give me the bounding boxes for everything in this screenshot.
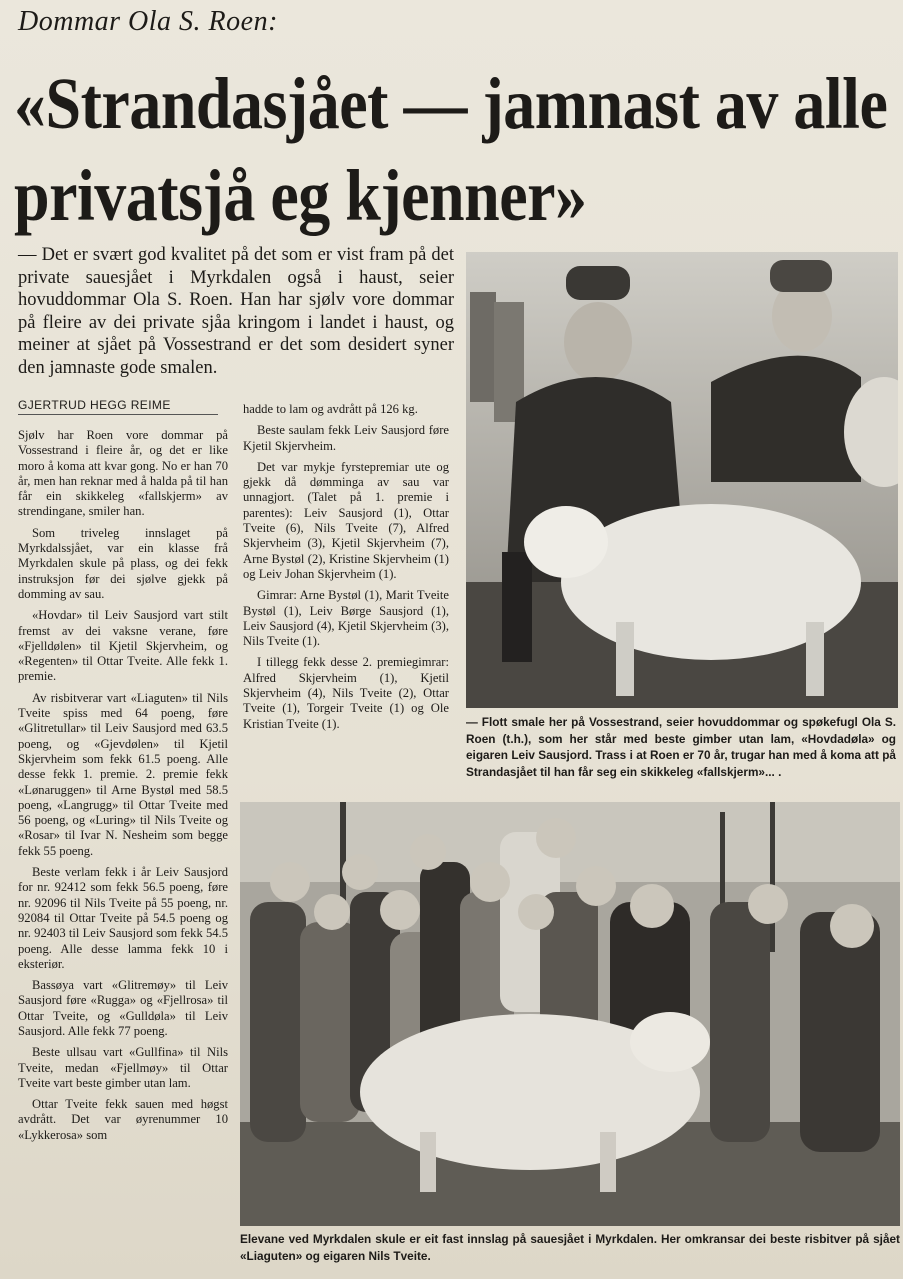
byline: GJERTRUD HEGG REIME [18, 398, 218, 415]
paragraph: Av risbitverar vart «Liaguten» til Nils Tveite spiss med 64 poeng, føre «Glitretullar» til Leiv Sausjord med 63.5 poeng, og «Gjevdølen» til Kjetil Skjervheim som fekk 61.5 poeng. Alle desse fekk 1. premie. 2. premie fekk «Lønaruggen» til Arne Bystøl med 58.5 poeng, «Langrugg» til Ottar Tveite med 56 poeng, og «Luring» til Nils Tveite og «Rosar» til Ivar N. Nesheim som begge fekk 55 poeng. [18, 690, 228, 858]
paragraph: Beste verlam fekk i år Leiv Sausjord for nr. 92412 som fekk 56.5 poeng, føre nr. 92096 til Nils Tveite på 55 poeng, nr. 92084 til Ottar Tveite på 54.5 poeng og nr. 92403 til Leiv Sausjord som fekk 54.5 poeng. Alle desse lamma fekk 10 i eksteriør. [18, 865, 228, 971]
paragraph: I tillegg fekk desse 2. premiegimrar: Alfred Skjervheim (1), Kjetil Skjervheim (4), Nils Tveite (2), Ottar Tveite (1), Torgeir Tveite (1) og Ole Kristian Tveite (1). [243, 655, 449, 731]
paragraph: Bassøya vart «Glitremøy» til Leiv Sausjord føre «Rugga» og «Fjellrosa» til Ottar Tveite, og «Gulldøla» til Leiv Sausjord. Alle fekk 77 poeng. [18, 978, 228, 1038]
lead-paragraph: — Det er svært god kvalitet på det som er vist fram på det private sauesjået i Myrkdalen også i haust, seier hovuddommar Ola S. Roen. Han har sjølv vore dommar på fleire av dei private sjåa kringom i landet i haust, og meiner at sjået på Vossestrand er det som desidert syner den jamnaste gode smalen. [18, 245, 454, 378]
paragraph: Sjølv har Roen vore dommar på Vossestrand i fleire år, og det er like moro å koma att kvar gong. No er han 70 år, men han reknar med å halda på til han får ein skikkeleg «fallskjerm» av strendingane, smiler han. [18, 428, 228, 519]
paragraph: Beste saulam fekk Leiv Sausjord føre Kjetil Skjervheim. [243, 423, 449, 453]
headline: «Strandasjået — jamnast av alle privatsjå eg kjenner» [14, 62, 888, 237]
photo-caption-1: — Flott smale her på Vossestrand, seier hovuddommar og spøkefugl Ola S. Roen (t.h.), som her står med beste gimber utan lam, «Hovdadøla» og eigaren Leiv Sausjord. Trass i at Roen er 70 år, trugar han med å koma att på Strandasjået til han får seg ein skikkeleg «fallskjerm»... . [466, 715, 896, 779]
kicker: Dommar Ola S. Roen: [18, 6, 278, 37]
paragraph: «Hovdar» til Leiv Sausjord vart stilt fremst av dei vaksne verane, føre «Fjelldølen» til Kjetil Skjervheim, og «Regenten» til Ottar Tveite. Alle fekk 1. premie. [18, 608, 228, 684]
photo-schoolchildren-and-sheep [240, 802, 900, 1226]
paragraph: Ottar Tveite fekk sauen med høgst avdrått. Det var øyrenummer 10 «Lykkerosa» som [18, 1097, 228, 1142]
paragraph: Som triveleg innslaget på Myrkdalssjået, var ein klasse frå Myrkdalen skule på plass, og dei fekk instruksjon før dei sjølve gjekk på domming av sau. [18, 525, 228, 601]
paragraph: Det var mykje fyrstepremiar ute og gjekk då dømminga av sau var unnagjort. (Talet på 1. premie i parentes): Leiv Sausjord (1), Ottar Tveite (6), Nils Tveite (7), Alfred Skjervheim (3), Kjetil Skjervheim (7), Arne Bystøl (2), Kristine Skjervheim (1) og Leiv Johan Skjervheim (1). [243, 459, 449, 581]
photo-caption-2: Elevane ved Myrkdalen skule er eit fast innslag på sauesjået i Myrkdalen. Her omkransar dei beste risbitver på sjået «Liaguten» og eigaren Nils Tveite. [240, 1232, 900, 1263]
paragraph: Beste ullsau vart «Gullfina» til Nils Tveite, medan «Fjellmøy» til Ottar Tveite vart beste gimber utan lam. [18, 1045, 228, 1090]
body-column-2 [243, 402, 449, 732]
paragraph: hadde to lam og avdrått på 126 kg. [243, 402, 418, 416]
body-column-1 [18, 428, 228, 1270]
photo-judge-and-sheep [466, 252, 898, 708]
paragraph: Gimrar: Arne Bystøl (1), Marit Tveite Bystøl (1), Leiv Børge Sausjord (1), Leiv Sausjord (4), Kjetil Skjervheim (3), Nils Tveite (1). [243, 588, 449, 649]
